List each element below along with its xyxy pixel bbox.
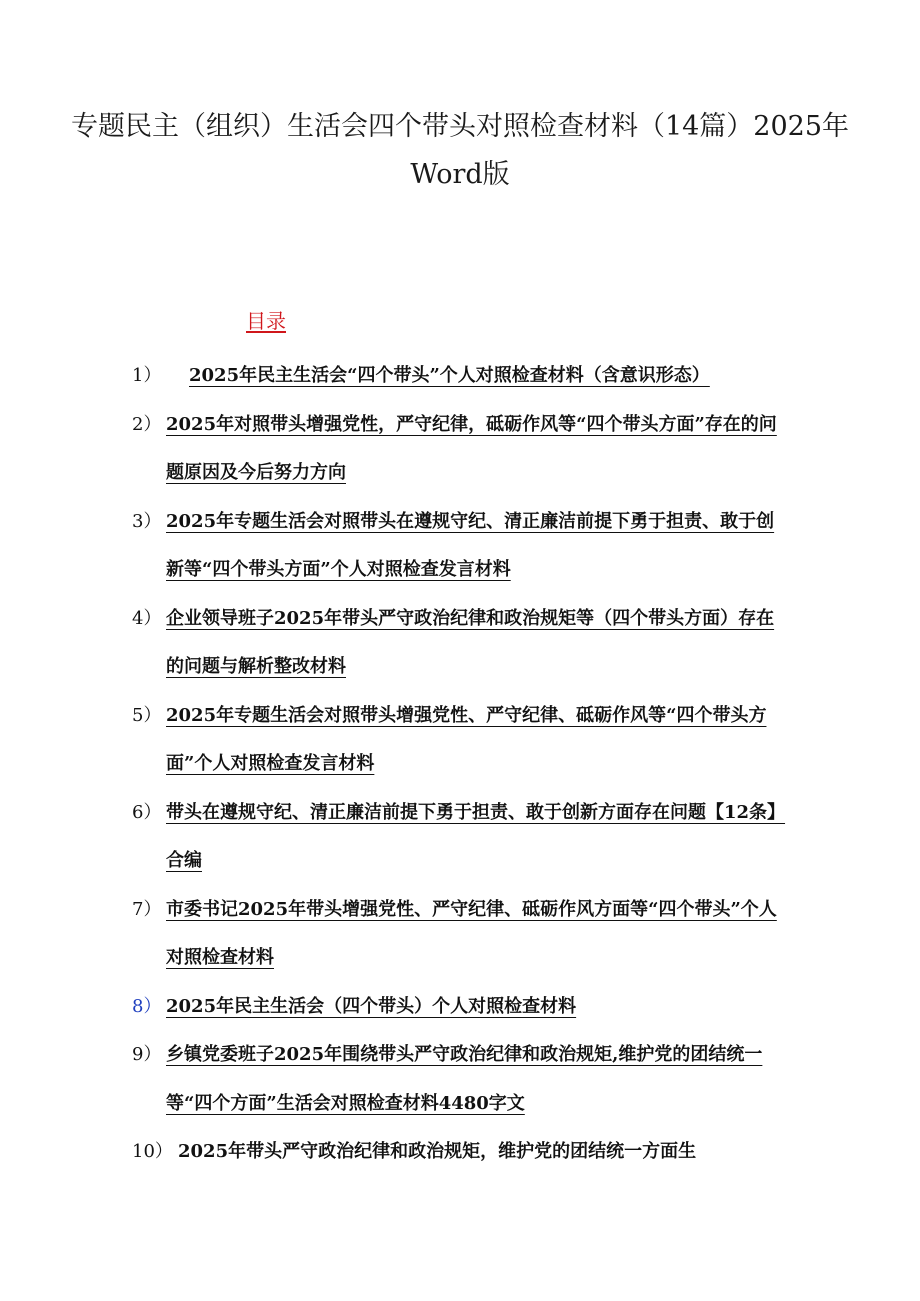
toc-item-number: 4） (132, 607, 162, 629)
toc-item-number: 8） (132, 995, 162, 1017)
toc-item-link[interactable]: 2025年带头严守政治纪律和政治规矩，维护党的团结统一方面生 (178, 1141, 697, 1162)
toc-item-3[interactable] (132, 498, 812, 595)
toc-item-link[interactable]: 乡镇党委班子2025年围绕带头严守政治纪律和政治规矩,维护党的团结统一等“四个方面”生活会对照检查材料4480字文 (166, 1044, 763, 1114)
toc-item-link[interactable]: 市委书记2025年带头增强党性、严守纪律、砥砺作风方面等“四个带头”个人对照检查材料 (166, 898, 777, 968)
toc-item-8[interactable] (132, 983, 812, 1032)
toc-item-number: 2） (132, 413, 162, 435)
toc-item-number: 9） (132, 1044, 162, 1065)
toc-item-number: 6） (132, 801, 162, 823)
toc-item-link[interactable]: 2025年民主生活会（四个带头）个人对照检查材料 (166, 995, 577, 1017)
toc-item-link[interactable]: 带头在遵规守纪、清正廉洁前提下勇于担责、敢于创新方面存在问题【12条】合编 (166, 801, 786, 871)
toc-item-number: 1） (132, 365, 162, 386)
toc-item-number: 7） (132, 898, 162, 920)
toc-item-number: 10） (132, 1141, 173, 1162)
toc-item-2[interactable] (132, 401, 812, 498)
table-of-contents (132, 352, 812, 1177)
toc-item-link[interactable]: 企业领导班子2025年带头严守政治纪律和政治规矩等（四个带头方面）存在的问题与解析整改材料 (166, 607, 775, 677)
toc-item-link[interactable]: 2025年专题生活会对照带头增强党性、严守纪律、砥砺作风等“四个带头方面”个人对照检查发言材料 (166, 704, 767, 774)
toc-heading[interactable]: 目录 (246, 309, 286, 333)
toc-item-5[interactable] (132, 692, 812, 789)
toc-item-link[interactable]: 2025年民主生活会“四个带头”个人对照检查材料（含意识形态） (189, 365, 710, 386)
toc-item-6[interactable] (132, 789, 812, 886)
toc-item-7[interactable] (132, 886, 812, 983)
toc-item-number: 5） (132, 704, 162, 726)
toc-item-link[interactable]: 2025年专题生活会对照带头在遵规守纪、清正廉洁前提下勇于担责、敢于创新等“四个带头方面”个人对照检查发言材料 (166, 510, 775, 580)
document-title: 专题民主（组织）生活会四个带头对照检查材料（14篇）2025年Word版 (70, 111, 850, 190)
toc-item-4[interactable] (132, 595, 812, 692)
toc-item-10[interactable] (132, 1128, 812, 1177)
toc-item-1[interactable] (132, 352, 812, 401)
toc-item-number: 3） (132, 510, 162, 532)
toc-item-9[interactable] (132, 1031, 812, 1128)
toc-item-link[interactable]: 2025年对照带头增强党性，严守纪律，砥砺作风等“四个带头方面”存在的问题原因及今后努力方向 (166, 413, 777, 483)
